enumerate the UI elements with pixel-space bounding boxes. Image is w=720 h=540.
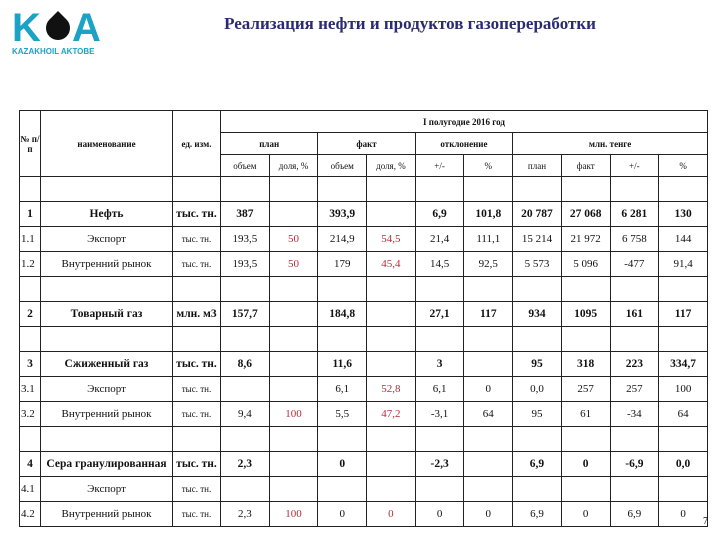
table-cell (367, 327, 416, 352)
table-cell (464, 177, 513, 202)
col-subheader: объем (221, 155, 270, 177)
table-cell: тыс. тн. (173, 377, 221, 402)
table-cell: 157,7 (221, 302, 270, 327)
table-cell: 6 281 (610, 202, 659, 227)
table-cell: 0 (415, 502, 464, 527)
table-cell: 161 (610, 302, 659, 327)
table-cell: 0 (464, 377, 513, 402)
table-cell: 2,3 (221, 502, 270, 527)
table-cell: Товарный газ (41, 302, 173, 327)
table-cell (269, 177, 318, 202)
table-cell (513, 427, 562, 452)
table-cell: Нефть (41, 202, 173, 227)
table-cell (269, 352, 318, 377)
table-cell (513, 177, 562, 202)
table-cell: 9,4 (221, 402, 270, 427)
table-row (20, 302, 720, 327)
spacer-row (20, 427, 720, 452)
table-cell: 318 (561, 352, 610, 377)
table-cell (318, 427, 367, 452)
table-cell (173, 327, 221, 352)
table-cell: 144 (659, 227, 708, 252)
table-cell: 214,9 (318, 227, 367, 252)
table-cell: 50 (269, 252, 318, 277)
table-cell: 387 (221, 202, 270, 227)
table-cell (513, 277, 562, 302)
table-cell: 20 787 (513, 202, 562, 227)
table-cell: 27 068 (561, 202, 610, 227)
table-cell: тыс. тн. (173, 477, 221, 502)
table-cell: 193,5 (221, 252, 270, 277)
table-cell: 95 (513, 352, 562, 377)
table-cell (367, 477, 416, 502)
col-header-number: № п/п (20, 111, 41, 177)
table-cell: 0 (561, 452, 610, 477)
table-cell (20, 277, 41, 302)
table-cell: 1 (20, 202, 41, 227)
table-cell: Внутренний рынок (41, 502, 173, 527)
table-cell: 1.1 (20, 227, 41, 252)
table-cell (173, 277, 221, 302)
table-cell: 6,9 (513, 452, 562, 477)
col-subheader: объем (318, 155, 367, 177)
table-cell: тыс. тн. (173, 502, 221, 527)
table-cell (41, 427, 173, 452)
table-cell (367, 452, 416, 477)
table-cell: Внутренний рынок (41, 402, 173, 427)
table-cell (221, 377, 270, 402)
col-header-name: наименование (41, 111, 173, 177)
table-cell: тыс. тн. (173, 452, 221, 477)
col-header-period: I полугодие 2016 год (221, 111, 708, 133)
table-row (20, 477, 720, 502)
table-cell: 47,2 (367, 402, 416, 427)
table-cell: 6 758 (610, 227, 659, 252)
table-cell (367, 277, 416, 302)
table-cell (269, 277, 318, 302)
table-cell (659, 177, 708, 202)
table-row (20, 452, 720, 477)
table-cell (367, 302, 416, 327)
table-cell: 92,5 (464, 252, 513, 277)
logo-letter-a: A (72, 6, 100, 50)
table-cell (464, 352, 513, 377)
table-cell: 1095 (561, 302, 610, 327)
table-cell (221, 427, 270, 452)
table-cell: 100 (269, 502, 318, 527)
table-cell: 6,1 (415, 377, 464, 402)
table-cell: 0 (318, 452, 367, 477)
col-header-plan: план (221, 133, 318, 155)
table-cell: 54,5 (367, 227, 416, 252)
table-cell: 101,8 (464, 202, 513, 227)
table-row (20, 377, 720, 402)
table-cell: 393,9 (318, 202, 367, 227)
table-cell: млн. м3 (173, 302, 221, 327)
col-subheader: план (513, 155, 562, 177)
table-cell: -34 (610, 402, 659, 427)
table-cell: 2 (20, 302, 41, 327)
table-cell (415, 327, 464, 352)
table-cell: Внутренний рынок (41, 252, 173, 277)
col-header-unit: ед. изм. (173, 111, 221, 177)
logo-subtitle: KAZAKHOIL AKTOBE (12, 47, 95, 56)
table-cell: 0 (318, 502, 367, 527)
col-subheader: доля, % (367, 155, 416, 177)
sales-table (19, 110, 720, 527)
table-cell: 5,5 (318, 402, 367, 427)
table-cell: -3,1 (415, 402, 464, 427)
table-row (20, 352, 720, 377)
table-cell: 4.1 (20, 477, 41, 502)
table-cell: -2,3 (415, 452, 464, 477)
table-cell (464, 427, 513, 452)
table-cell: тыс. тн. (173, 252, 221, 277)
table-cell: тыс. тн. (173, 227, 221, 252)
table-cell: 179 (318, 252, 367, 277)
table-row (20, 252, 720, 277)
table-row (20, 202, 720, 227)
table-cell (464, 452, 513, 477)
col-header-deviation: отклонение (415, 133, 512, 155)
table-cell: 6,1 (318, 377, 367, 402)
table-cell (41, 277, 173, 302)
table-cell: 0 (367, 502, 416, 527)
table-cell (269, 477, 318, 502)
table-cell (367, 352, 416, 377)
table-cell: 95 (513, 402, 562, 427)
table-cell (464, 327, 513, 352)
col-header-money: млн. тенге (513, 133, 708, 155)
table-cell: Экспорт (41, 377, 173, 402)
table-cell (221, 477, 270, 502)
table-cell: 6,9 (415, 202, 464, 227)
table-cell: 117 (659, 302, 708, 327)
table-cell: 257 (561, 377, 610, 402)
table-cell: 11,6 (318, 352, 367, 377)
table-cell: 3 (20, 352, 41, 377)
table-cell (173, 177, 221, 202)
table-cell (367, 427, 416, 452)
col-subheader: факт (561, 155, 610, 177)
table-cell: 934 (513, 302, 562, 327)
table-row (20, 502, 720, 527)
table-cell: 2,3 (221, 452, 270, 477)
table-cell (561, 477, 610, 502)
table-cell (269, 452, 318, 477)
table-cell: тыс. тн. (173, 352, 221, 377)
table-cell: 334,7 (659, 352, 708, 377)
table-cell (269, 427, 318, 452)
table-cell (221, 177, 270, 202)
table-cell (415, 477, 464, 502)
table-cell (20, 177, 41, 202)
table-cell (464, 477, 513, 502)
oil-drop-icon (41, 11, 75, 45)
table-row (20, 402, 720, 427)
table-cell (221, 327, 270, 352)
table-cell: 0,0 (659, 452, 708, 477)
table-cell (659, 327, 708, 352)
col-header-fact: факт (318, 133, 415, 155)
table-cell: 130 (659, 202, 708, 227)
table-cell: тыс. тн. (173, 202, 221, 227)
table-cell: 5 096 (561, 252, 610, 277)
table-cell (561, 427, 610, 452)
table-cell: Сера гранулированная (41, 452, 173, 477)
col-subheader: % (659, 155, 708, 177)
table-cell (610, 427, 659, 452)
table-cell (221, 277, 270, 302)
header-row-1 (20, 111, 720, 133)
table-cell: -6,9 (610, 452, 659, 477)
spacer-row (20, 277, 720, 302)
table-row (20, 227, 720, 252)
table-cell: 21 972 (561, 227, 610, 252)
table-cell: 64 (659, 402, 708, 427)
table-cell: Экспорт (41, 227, 173, 252)
table-cell (20, 427, 41, 452)
table-cell (269, 327, 318, 352)
table-cell: 100 (269, 402, 318, 427)
table-cell: 3 (415, 352, 464, 377)
table-cell: 8,6 (221, 352, 270, 377)
table-cell (659, 427, 708, 452)
table-cell: 14,5 (415, 252, 464, 277)
table-cell: 45,4 (367, 252, 416, 277)
col-subheader: % (464, 155, 513, 177)
table-cell: 3.1 (20, 377, 41, 402)
col-subheader: +/- (415, 155, 464, 177)
col-subheader: +/- (610, 155, 659, 177)
table-cell: 117 (464, 302, 513, 327)
table-cell: 52,8 (367, 377, 416, 402)
table-cell (318, 477, 367, 502)
table-cell (561, 277, 610, 302)
table-cell: 100 (659, 377, 708, 402)
table-cell (659, 477, 708, 502)
spacer-row (20, 327, 720, 352)
table-cell: 111,1 (464, 227, 513, 252)
table-cell (513, 477, 562, 502)
table-cell (367, 202, 416, 227)
table-cell: 64 (464, 402, 513, 427)
table-cell: 0 (464, 502, 513, 527)
table-cell: 4.2 (20, 502, 41, 527)
table-cell (415, 277, 464, 302)
table-cell: 0 (659, 502, 708, 527)
table-cell (367, 177, 416, 202)
table-cell: 184,8 (318, 302, 367, 327)
table-cell (41, 177, 173, 202)
table-cell: 257 (610, 377, 659, 402)
table-cell (561, 177, 610, 202)
table-cell: 61 (561, 402, 610, 427)
table-cell: 91,4 (659, 252, 708, 277)
table-cell (173, 427, 221, 452)
table-cell: 5 573 (513, 252, 562, 277)
table-cell (318, 327, 367, 352)
table-cell (415, 177, 464, 202)
table-cell (610, 477, 659, 502)
table-cell: 6,9 (513, 502, 562, 527)
table-cell: 193,5 (221, 227, 270, 252)
table-cell (318, 177, 367, 202)
table-cell (610, 177, 659, 202)
table-cell (318, 277, 367, 302)
table-cell (269, 302, 318, 327)
table-cell: Экспорт (41, 477, 173, 502)
page-title: Реализация нефти и продуктов газопереработки (224, 14, 596, 33)
table-cell (415, 427, 464, 452)
table-cell: 50 (269, 227, 318, 252)
table-cell: 0 (561, 502, 610, 527)
table-cell (610, 327, 659, 352)
table-cell: 223 (610, 352, 659, 377)
page-number: 7 (703, 516, 708, 527)
table-cell: 21,4 (415, 227, 464, 252)
table-cell (513, 327, 562, 352)
table-cell: 1.2 (20, 252, 41, 277)
table-cell (269, 377, 318, 402)
table-cell: Сжиженный газ (41, 352, 173, 377)
table-cell (20, 327, 41, 352)
table-cell (464, 277, 513, 302)
logo-letter-k: K (12, 6, 40, 50)
table-cell: 4 (20, 452, 41, 477)
table-cell: тыс. тн. (173, 402, 221, 427)
table-cell: 0,0 (513, 377, 562, 402)
company-logo (12, 6, 104, 56)
table-cell (41, 327, 173, 352)
table-cell: 3.2 (20, 402, 41, 427)
table-cell (561, 327, 610, 352)
table-cell: 15 214 (513, 227, 562, 252)
table-cell: 27,1 (415, 302, 464, 327)
table-cell: -477 (610, 252, 659, 277)
table-cell (610, 277, 659, 302)
table-cell (269, 202, 318, 227)
table-cell: 6,9 (610, 502, 659, 527)
spacer-row (20, 177, 720, 202)
table-cell (659, 277, 708, 302)
col-subheader: доля, % (269, 155, 318, 177)
